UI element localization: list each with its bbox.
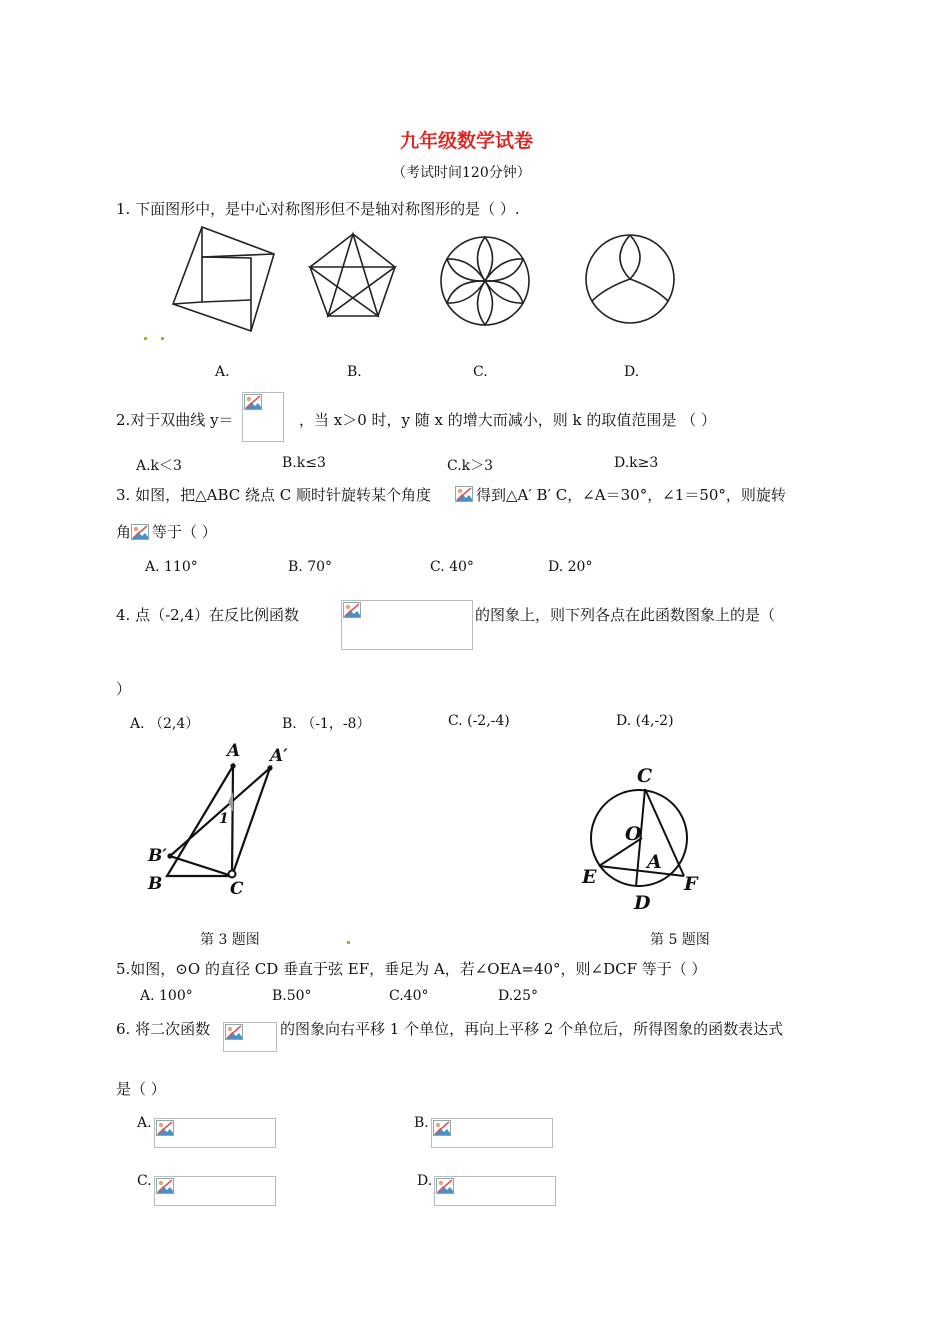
q3-option-c: C. 40° [430,559,474,575]
q1-stem: 1. 下面图形中，是中心对称图形但不是轴对称图形的是（ ）. [116,200,520,218]
q1-option-d: D. [624,364,640,380]
broken-image-icon [131,524,151,542]
speck [347,941,350,944]
q6-stem-end: 的图象向右平移 1 个单位，再向上平移 2 个单位后，所得图象的函数表达式 [280,1020,784,1038]
fig3-label-b: B [148,874,163,894]
exam-duration: （考试时间120分钟） [392,165,531,181]
broken-image-icon [455,486,475,504]
figure-3-caption: 第 3 题图 [200,932,260,948]
q6-stem-close: 是（ ） [116,1080,166,1098]
broken-image-icon [341,600,473,650]
q1-option-c: C. [473,364,488,380]
q2-stem-start: 2.对于双曲线 y＝ [116,411,234,429]
fig3-label-angle1: 1 [219,811,229,827]
q5-option-b: B.50° [272,988,312,1004]
q4-stem-start: 4. 点（-2,4）在反比例函数 [116,606,300,624]
q6-option-b-label: B. [414,1115,429,1131]
broken-image-icon [434,1176,556,1206]
q5-option-c: C.40° [389,988,429,1004]
fig5-label-f: F [684,873,698,895]
broken-image-icon [154,1118,276,1148]
q1-figure-c [441,237,529,325]
broken-image-icon [154,1176,276,1206]
fig5-label-c: C [637,765,653,787]
q3-stem-line1-start: 3. 如图，把△ABC 绕点 C 顺时针旋转某个角度 [116,486,432,504]
q5-option-d: D.25° [498,988,538,1004]
q3-option-a: A. 110° [145,559,198,575]
q4-option-b: B. （-1，-8） [282,716,371,732]
q6-stem-start: 6. 将二次函数 [116,1020,211,1038]
q5-stem: 5.如图，⊙O 的直径 CD 垂直于弦 EF，垂足为 A，若∠OEA=40°，则∠DCF 等于（ ） [116,960,707,978]
fig5-label-a: A [647,851,662,873]
q4-stem-close: ） [116,680,132,698]
q2-option-a: A.k＜3 [136,458,182,474]
q1-figure-d [586,235,674,323]
q2-option-b: B.k≤3 [282,455,326,471]
q2-option-d: D.k≥3 [614,455,659,471]
fig3-label-a-prime: A′ [270,746,288,766]
broken-image-icon [431,1118,553,1148]
q6-option-c-label: C. [137,1173,152,1189]
fig3-label-a: A [227,741,241,761]
q6-option-a-label: A. [137,1115,152,1131]
fig3-label-b-prime: B′ [148,846,167,866]
figure-5-caption: 第 5 题图 [650,932,710,948]
q3-stem-line1-end: 得到△A′ B′ C，∠A＝30°，∠1＝50°，则旋转 [476,486,786,504]
q1-option-b: B. [347,364,362,380]
q4-option-a: A. （2,4） [130,716,200,732]
q1-figure-a [173,227,274,331]
q4-option-d: D. (4,-2) [616,713,674,729]
fig5-label-d: D [634,892,651,914]
page-title: 九年级数学试卷 [400,130,534,152]
q5-option-a: A. 100° [140,988,193,1004]
speck [144,337,147,340]
speck [161,337,164,340]
broken-image-icon [242,392,284,442]
q2-stem-end: ，当 x＞0 时，y 随 x 的增大而减小，则 k 的取值范围是 （ ） [299,411,716,429]
q3-option-b: B. 70° [288,559,333,575]
q2-option-c: C.k＞3 [447,458,494,474]
q3-option-d: D. 20° [548,559,593,575]
broken-image-icon [223,1022,277,1052]
fig5-label-e: E [582,866,597,888]
q1-figures [140,218,700,338]
q4-option-c: C. (-2,-4) [448,713,510,729]
fig3-label-c: C [230,879,244,899]
fig5-label-o: O [625,823,642,845]
q3-stem-line2-start: 角 [116,523,132,541]
q3-stem-line2-end: 等于（ ） [152,523,217,541]
q4-stem-end: 的图象上，则下列各点在此函数图象上的是（ [475,606,776,624]
q1-figure-b [310,234,395,316]
q6-option-d-label: D. [417,1173,433,1189]
q1-option-a: A. [215,364,230,380]
